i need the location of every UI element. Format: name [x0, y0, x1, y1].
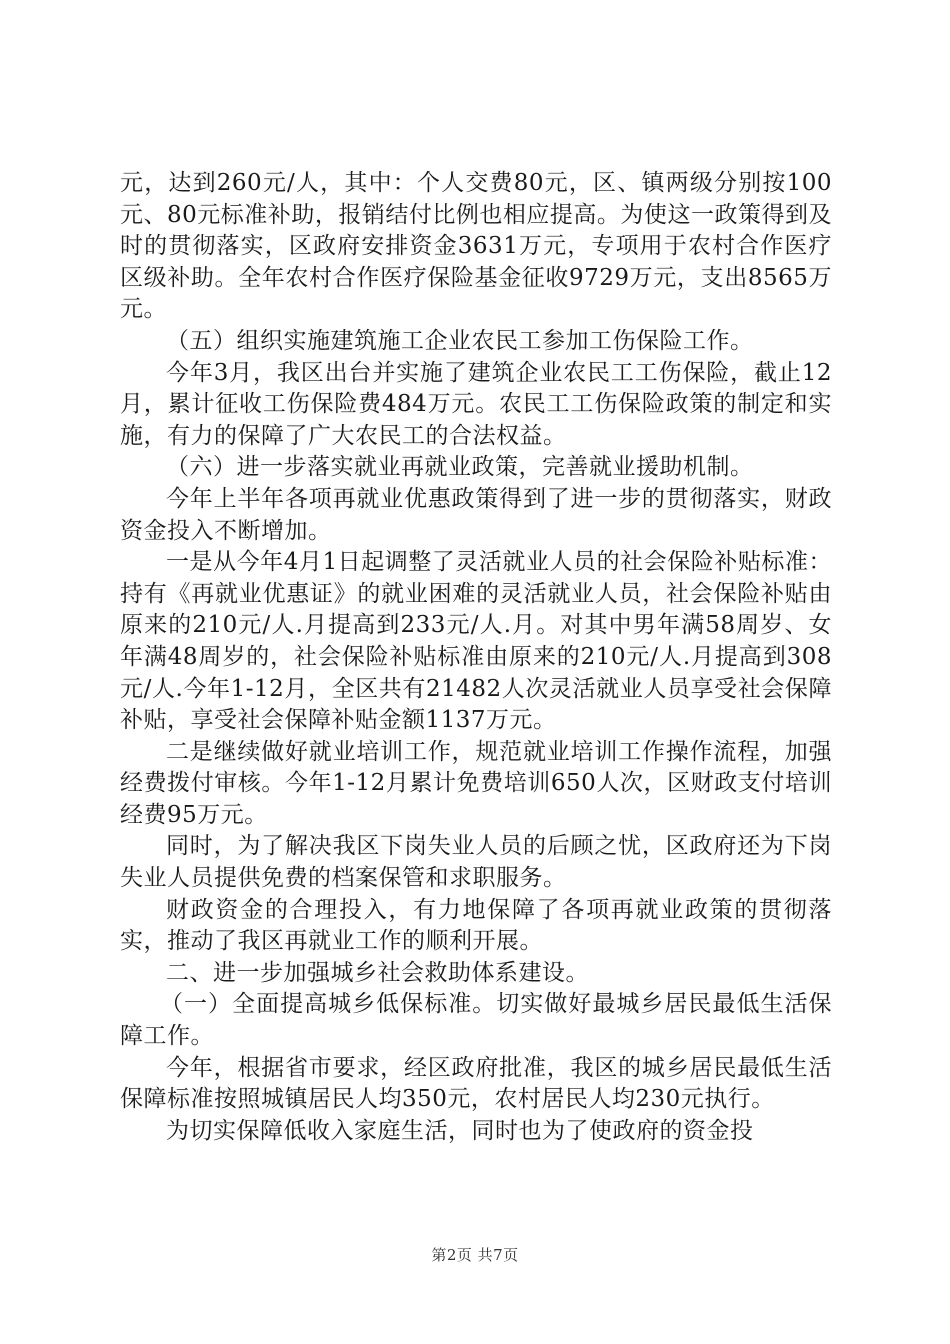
section-heading: （一）全面提高城乡低保标准。切实做好最城乡居民最低生活保障工作。 — [120, 991, 832, 1050]
paragraph: 元，达到260元/人，其中：个人交费80元，区、镇两级分别按100元、80元标准补助，报销结付比例也相应提高。为使这一政策得到及时的贯彻落实，区政府安排资金3631万元，专项用于农村合作医疗区级补助。全年农村合作医疗保险基金征收9729万元，支出8565万元。 — [120, 170, 832, 323]
paragraph: 今年，根据省市要求，经区政府批准，我区的城乡居民最低生活保障标准按照城镇居民人均350元，农村居民人均230元执行。 — [120, 1054, 832, 1113]
paragraph: 财政资金的合理投入，有力地保障了各项再就业政策的贯彻落实，推动了我区再就业工作的顺利开展。 — [120, 896, 832, 955]
document-body — [120, 168, 832, 1147]
paragraph: 一是从今年4月1日起调整了灵活就业人员的社会保险补贴标准：持有《再就业优惠证》的就业困难的灵活就业人员，社会保险补贴由原来的210元/人.月提高到233元/人.月。对其中男年满58周岁、女年满48周岁的，社会保险补贴标准由原来的210元/人.月提高到308元/人.今年1-12月，全区共有21482人次灵活就业人员享受社会保障补贴，享受社会保障补贴金额1137万元。 — [120, 549, 832, 734]
page-number-footer: 第2页 共7页 — [431, 1246, 519, 1264]
paragraph: 今年上半年各项再就业优惠政策得到了进一步的贯彻落实，财政资金投入不断增加。 — [120, 485, 832, 544]
paragraph: 为切实保障低收入家庭生活，同时也为了使政府的资金投 — [166, 1117, 754, 1144]
section-heading: 二、进一步加强城乡社会救助体系建设。 — [166, 959, 589, 986]
section-heading: （六）进一步落实就业再就业政策，完善就业援助机制。 — [166, 454, 754, 481]
paragraph: 二是继续做好就业培训工作，规范就业培训工作操作流程，加强经费拨付审核。今年1-12月累计免费培训650人次，区财政支付培训经费95万元。 — [120, 738, 832, 828]
section-heading: （五）组织实施建筑施工企业农民工参加工伤保险工作。 — [166, 327, 754, 354]
paragraph: 同时，为了解决我区下岗失业人员的后顾之忧，区政府还为下岗失业人员提供免费的档案保管和求职服务。 — [120, 833, 832, 892]
paragraph: 今年3月，我区出台并实施了建筑企业农民工工伤保险，截止12月，累计征收工伤保险费484万元。农民工工伤保险政策的制定和实施，有力的保障了广大农民工的合法权益。 — [120, 359, 832, 449]
